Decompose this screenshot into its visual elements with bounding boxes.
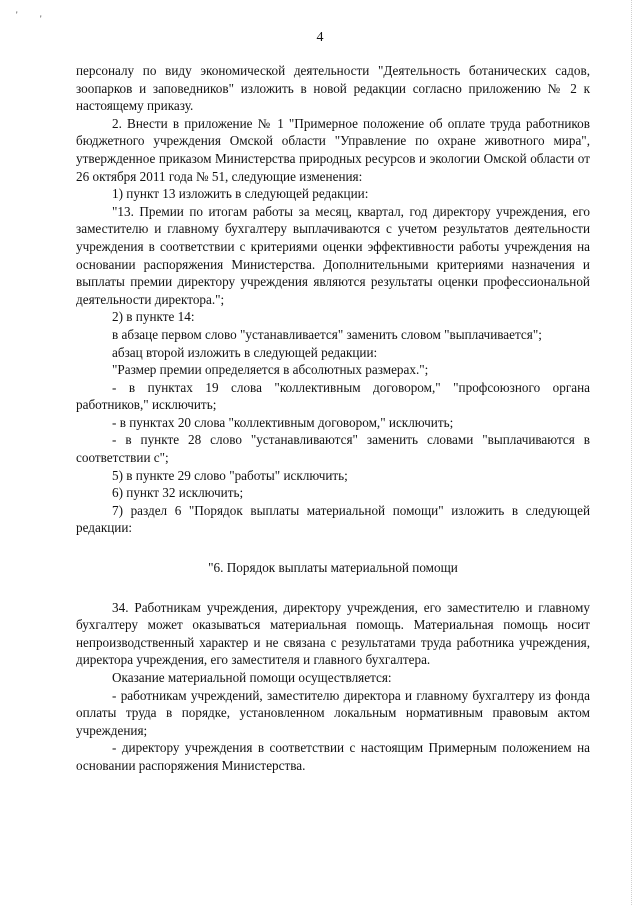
document-body (76, 62, 590, 775)
page-number: 4 (316, 30, 324, 45)
paragraph: в абзаце первом слово "устанавливается" заменить словом "выплачивается"; (112, 326, 542, 342)
paragraph: Оказание материальной помощи осуществляется: (112, 670, 392, 685)
paragraph: 1) пункт 13 изложить в следующей редакции: (112, 186, 369, 202)
section-heading: "6. Порядок выплаты материальной помощи (208, 560, 458, 576)
paragraph: 5) в пункте 29 слово "работы" исключить; (112, 467, 348, 483)
paragraph: - работникам учреждений, заместителю директора и главному бухгалтеру из фонда оплаты труда в порядке, установленном локальным нормативным правовым актом учреждения; (76, 687, 590, 738)
scan-edge (630, 0, 632, 905)
paragraph: 6) пункт 32 исключить; (112, 485, 244, 501)
paragraph: - в пунктах 20 слова "коллективным договором," исключить; (112, 414, 454, 430)
paragraph: персоналу по виду экономической деятельности "Деятельность ботанических садов, зоопарков и заповедников" изложить в новой редакции согласно приложению № 2 к настоящему приказу. (76, 63, 590, 114)
paragraph: "13. Премии по итогам работы за месяц, квартал, год директору учреждения, его заместителю и главному бухгалтеру выплачиваются с учетом результатов деятельности учреждения в соответствии с критериями оценки эффективности работы учреждения на основании распоряжения Министерства. Дополнительными критериями назначения и выплаты премии директору учреждения являются результаты оценки профессиональной деятельности директора."; (76, 203, 590, 307)
paragraph: - в пункте 28 слово "устанавливаются" заменить словами "выплачиваются в соответствии с"; (76, 432, 590, 466)
paragraph: - директору учреждения в соответствии с настоящим Примерным положением на основании распоряжения Министерства. (76, 740, 590, 773)
scan-mark: ' (40, 14, 42, 24)
paragraph: 34. Работникам учреждения, директору учреждения, его заместителю и главному бухгалтеру может оказываться материальная помощь. Материальная помощь носит непроизводственный характер и не связана с результатами труда работника учреждения, директора учреждения, его заместителя и главного бухгалтера. (76, 599, 590, 668)
scan-mark: ' (16, 10, 18, 20)
paragraph: 2. Внести в приложение № 1 "Примерное положение об оплате труда работников бюджетного учреждения Омской области "Управление по охране животного мира", утвержденное приказом Министерства природных ресурсов и экологии Омской области от 26 октября 2011 года № 51, следующие изменения: (76, 115, 590, 184)
paragraph: "Размер премии определяется в абсолютных размерах."; (112, 362, 429, 378)
paragraph: абзац второй изложить в следующей редакции: (112, 344, 378, 360)
paragraph: - в пунктах 19 слова "коллективным договором," "профсоюзного органа работников," исключить; (76, 379, 590, 413)
paragraph: 2) в пункте 14: (112, 309, 195, 325)
paragraph: 7) раздел 6 "Порядок выплаты материальной помощи" изложить в следующей редакции: (76, 502, 590, 536)
